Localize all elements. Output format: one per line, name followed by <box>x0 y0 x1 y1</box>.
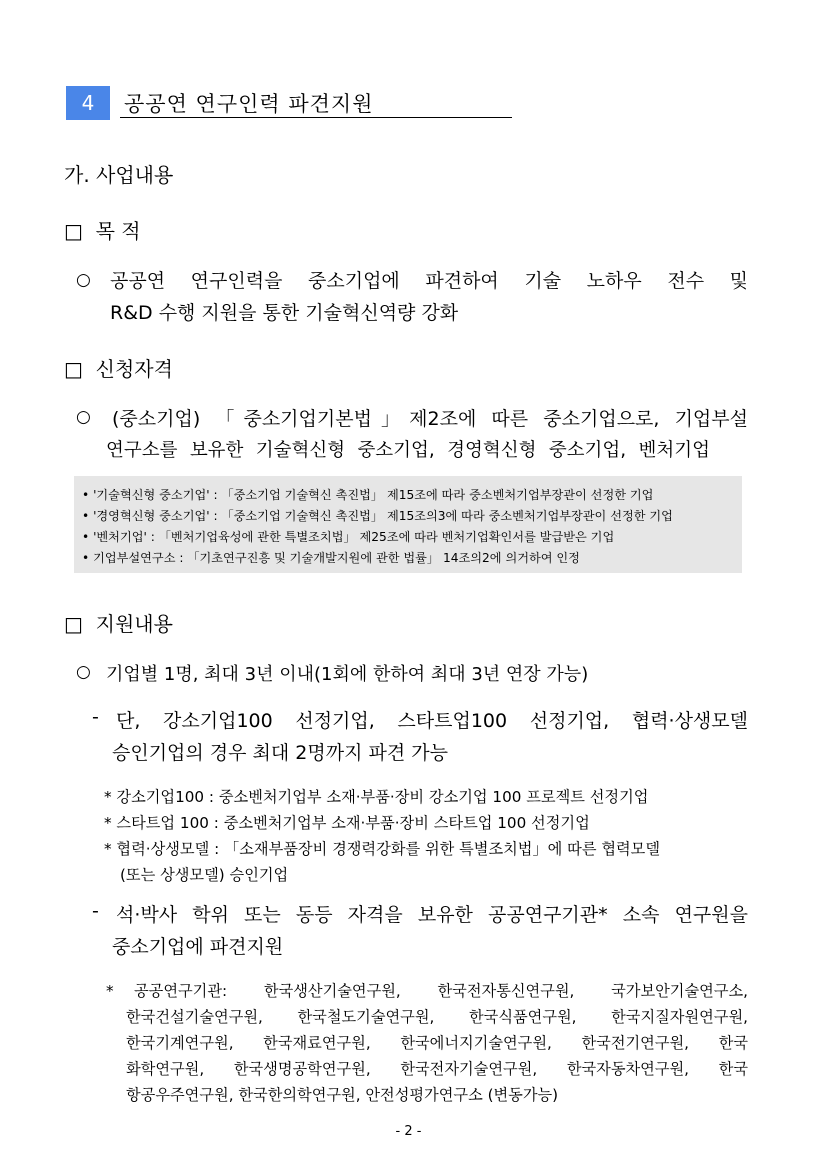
circle-bullet-icon: ○ <box>76 662 91 682</box>
eligibility-line-2: 연구소를 보유한 기술혁신형 중소기업, 경영혁신형 중소기업, 벤처기업 <box>106 440 710 461</box>
support-sub1-line-2: 승인기업의 경우 최대 2명까지 파견 가능 <box>112 742 448 764</box>
page-number: - 2 - <box>395 1124 422 1139</box>
checkbox-square-icon: □ <box>64 219 83 243</box>
support-sub1-line-1: 단, 강소기업100 선정기업, 스타트업100 선정기업, 협력·상생모델 <box>116 710 748 732</box>
section-title: 공공연 연구인력 파견지원 <box>124 92 374 116</box>
purpose-line-2: R&D 수행 지원을 통한 기술혁신역량 강화 <box>110 302 459 324</box>
circle-bullet-icon: ○ <box>76 270 91 290</box>
support-sub2-line-1: 석·박사 학위 또는 동등 자격을 보유한 공공연구기관* 소속 연구원을 <box>116 904 748 926</box>
institution-line-5: 항공우주연구원, 한국한의학연구원, 안전성평가연구소 (변동가능) <box>126 1086 559 1104</box>
institution-line-4: 화학연구원, 한국생명공학연구원, 한국전자기술연구원, 한국자동차연구원, 한국 <box>126 1060 748 1078</box>
eligibility-heading <box>64 353 173 382</box>
institution-line-2: 한국건설기술연구원, 한국철도기술연구원, 한국식품연구원, 한국지질자원연구원, <box>126 1008 748 1026</box>
purpose-line-1: 공공연 연구인력을 중소기업에 파견하여 기술 노하우 전수 및 <box>110 270 748 292</box>
support-sub2-line-2: 중소기업에 파견지원 <box>112 936 284 958</box>
circle-bullet-icon: ○ <box>76 407 91 427</box>
support-title: 지원내용 <box>95 612 173 636</box>
eligibility-title: 신청자격 <box>95 357 173 381</box>
star-note-2: * 스타트업 100 : 중소벤처기업부 소재·부품·장비 스타트업 100 선정기업 <box>104 814 590 832</box>
support-line-1: 기업별 1명, 최대 3년 이내(1회에 한하여 최대 3년 연장 가능) <box>106 664 589 685</box>
purpose-title: 목 적 <box>95 219 141 243</box>
eligibility-line-1: (중소기업) 「중소기업기본법」제2조에 따른 중소기업으로, 기업부설 <box>112 408 748 430</box>
main-heading: 가. 사업내용 <box>64 163 174 187</box>
star-note-3-continued: (또는 상생모델) 승인기업 <box>120 866 289 884</box>
support-heading <box>64 608 173 637</box>
section-title-underline <box>120 117 512 118</box>
section-number-badge: 4 <box>66 86 110 120</box>
checkbox-square-icon: □ <box>64 357 83 381</box>
dash-bullet-icon: - <box>92 706 99 728</box>
institution-line-1: 공공연구기관: 한국생산기술연구원, 한국전자통신연구원, 국가보안기술연구소, <box>134 982 748 1000</box>
institution-line-3: 한국기계연구원, 한국재료연구원, 한국에너지기술연구원, 한국전기연구원, 한국 <box>126 1034 748 1052</box>
note-line-1: • '기술혁신형 중소기업' : 「중소기업 기술혁신 촉진법」 제15조에 따라 중소벤처기업부장관이 선정한 기업 <box>82 488 654 502</box>
star-bullet-icon: * <box>106 982 114 1000</box>
note-line-2: • '경영혁신형 중소기업' : 「중소기업 기술혁신 촉진법」 제15조의3에 따라 중소벤처기업부장관이 선정한 기업 <box>82 509 673 523</box>
dash-bullet-icon: - <box>92 900 99 922</box>
note-line-4: • 기업부설연구소 : 「기초연구진흥 및 기술개발지원에 관한 법률」 14조의2에 의거하여 인정 <box>82 551 580 565</box>
note-line-3: • '벤처기업' : 「벤처기업육성에 관한 특별조치법」 제25조에 따라 벤처기업확인서를 발급받은 기업 <box>82 530 615 544</box>
star-note-3: * 협력·상생모델 : 「소재부품장비 경쟁력강화를 위한 특별조치법」에 따른 협력모델 <box>104 840 661 858</box>
purpose-heading <box>64 215 141 244</box>
checkbox-square-icon: □ <box>64 612 83 636</box>
star-note-1: * 강소기업100 : 중소벤처기업부 소재·부품·장비 강소기업 100 프로젝트 선정기업 <box>104 788 649 806</box>
